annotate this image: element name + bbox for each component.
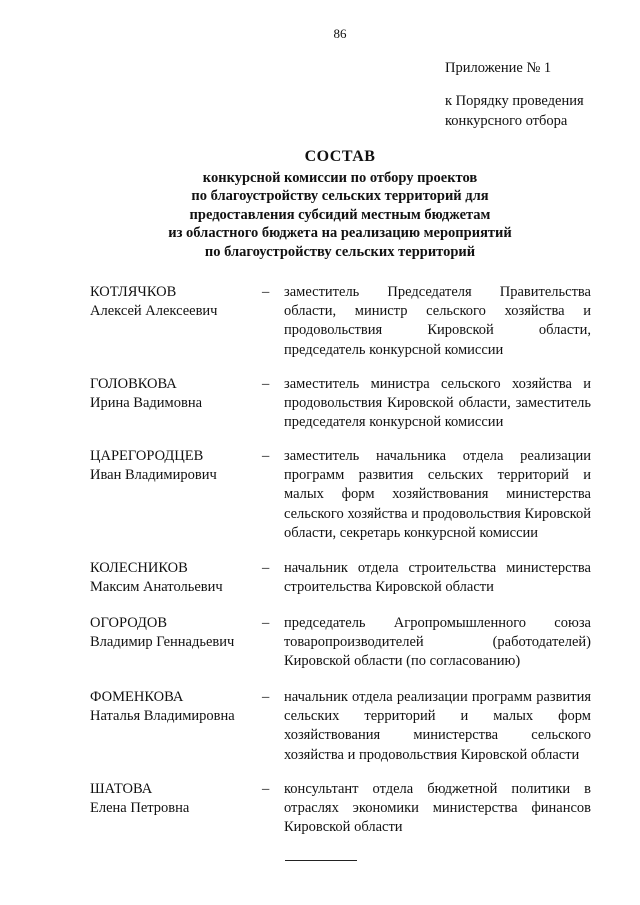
member-surname: ГОЛОВКОВА (90, 376, 177, 392)
member-role: председатель Агропромышленного союза товаропроизводителей (работодателей) Кировской области (по согласованию) (284, 615, 591, 670)
heading-line: из областного бюджета на реализацию мероприятий (168, 225, 512, 241)
heading-line: конкурсной комиссии по отбору проектов (202, 169, 478, 186)
member-given-names: Максим Анатольевич (90, 579, 223, 596)
heading-line: по благоустройству сельских территорий для (191, 188, 489, 204)
member-given-names: Алексей Алексеевич (90, 303, 218, 320)
document-heading (100, 148, 580, 261)
member-role: заместитель министра сельского хозяйства и продовольствия Кировской области, заместитель председателя конкурсной комиссии (284, 376, 591, 431)
document-title: СОСТАВ (304, 148, 376, 165)
appendix-title: Приложение № 1 (445, 60, 552, 76)
member-role: начальник отдела строительства министерства строительства Кировской области (284, 560, 591, 596)
member-given-names: Иван Владимирович (90, 467, 217, 484)
heading-line: по благоустройству сельских территорий (204, 243, 476, 260)
heading-line: предоставления субсидий местным бюджетам (189, 206, 491, 223)
dash-separator: – (262, 448, 270, 464)
member-given-names: Владимир Геннадьевич (90, 634, 235, 651)
member-role: заместитель Председателя Правительства области, министр сельского хозяйства и продовольствия Кировской области, председатель конкурсной комиссии (284, 284, 591, 358)
member-surname: ОГОРОДОВ (90, 615, 167, 631)
dash-separator: – (262, 376, 270, 392)
member-given-names: Ирина Вадимовна (90, 395, 203, 412)
member-given-names: Елена Петровна (90, 800, 190, 817)
dash-separator: – (262, 284, 270, 300)
member-given-names: Наталья Владимировна (90, 708, 235, 725)
dash-separator: – (262, 781, 270, 797)
member-surname: ФОМЕНКОВА (90, 689, 184, 705)
bottom-divider (285, 860, 357, 861)
member-name (90, 688, 260, 726)
member-surname: КОЛЕСНИКОВ (90, 560, 188, 576)
member-name (90, 447, 260, 485)
appendix-line-2: конкурсного отбора (445, 113, 568, 129)
dash-separator: – (262, 615, 270, 631)
member-role: заместитель начальника отдела реализации программ развития сельских территорий и малых форм хозяйствования министерства сельского хозяйства и продовольствия Кировской области, секретарь конкурсной комиссии (284, 448, 591, 541)
member-role: начальник отдела реализации программ развития сельских территорий и малых форм хозяйствования министерства сельского хозяйства и продовольствия Кировской области (284, 689, 591, 763)
appendix-line-1: к Порядку проведения (445, 93, 584, 109)
dash-separator: – (262, 689, 270, 705)
appendix-block (445, 58, 584, 131)
member-surname: КОТЛЯЧКОВ (90, 284, 177, 300)
member-name (90, 375, 260, 413)
member-surname: ЦАРЕГОРОДЦЕВ (90, 448, 204, 464)
member-name (90, 283, 260, 321)
member-name (90, 559, 260, 597)
page-number: 86 (333, 26, 347, 41)
member-surname: ШАТОВА (90, 781, 153, 797)
dash-separator: – (262, 560, 270, 576)
member-name (90, 780, 260, 818)
member-name (90, 614, 260, 652)
member-role: консультант отдела бюджетной политики в отраслях экономики министерства финансов Кировской области (284, 781, 591, 836)
